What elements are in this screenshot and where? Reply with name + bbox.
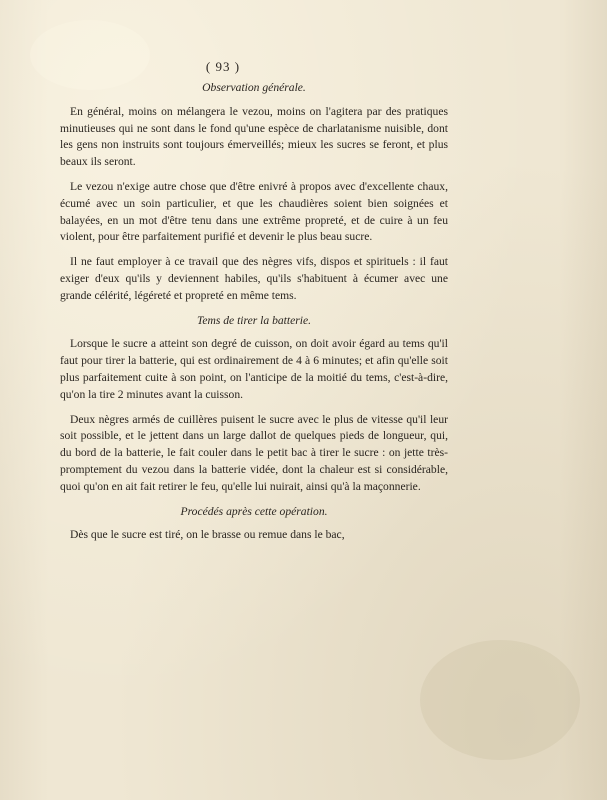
paragraph: Dès que le sucre est tiré, on le brasse ou remue dans le bac, xyxy=(70,528,345,542)
paragraph: Il ne faut employer à ce travail que des nègres vifs, dispos et spirituels : il faut exiger d'eux qu'ils y deviennent habiles, qu'ils s'habituent à écumer avec une grande célérité, légéreté et propreté en même tems. xyxy=(60,255,448,302)
page-number: ( 93 ) xyxy=(205,59,241,74)
paragraph: Lorsque le sucre a atteint son degré de cuisson, on doit avoir égard au tems qu'il faut pour tirer la batterie, qui est ordinairement de 4 à 6 minutes; et afin qu'elle soit plus parfaitement cuite à son point, on l'anticipe de la moitié du tems, c'est-à-dire, qu'on la tire 2 minutes avant la cuisson. xyxy=(60,337,448,401)
section-heading-observation: Observation générale. xyxy=(202,81,306,94)
paragraph: En général, moins on mélangera le vezou, moins on l'agitera par des pratiques minutieuses qui ne sont dans le fond qu'une espèce de charlatanisme nuisible, dont les gens non instruits sont toujours émerveillés; mieux les sucres se feront, et plus beaux ils seront. xyxy=(60,104,448,169)
section-heading-procedes: Procédés après cette opération. xyxy=(180,504,328,518)
paragraph: Deux nègres armés de cuillères puisent le sucre avec le plus de vitesse qu'il leur soit possible, et le jettent dans un large dallot de quelques pieds de longueur, qui, du bord de la batterie, le fait couler dans le petit bac à tirer le sucre : on jette très-promptement du vezou dans la batterie vidée, dont la chaleur est si considérable, quoi qu'on en ait fait retirer le feu, qu'elle lui nuirait, ainsi qu'à la maçonnerie. xyxy=(60,412,448,493)
paper-stain xyxy=(420,640,580,760)
paragraph: Le vezou n'exige autre chose que d'être enivré à propos avec d'excellente chaux, écumé avec un soin particulier, et que les chaudières soient bien soignées et balayées, en un mot d'être tenu dans une extrême propreté, et de cuire à un feu violent, pour être parfaitement purifié et devenir le plus beau sucre. xyxy=(60,179,448,244)
section-heading-tems: Tems de tirer la batterie. xyxy=(196,313,312,327)
page-body xyxy=(60,78,448,544)
